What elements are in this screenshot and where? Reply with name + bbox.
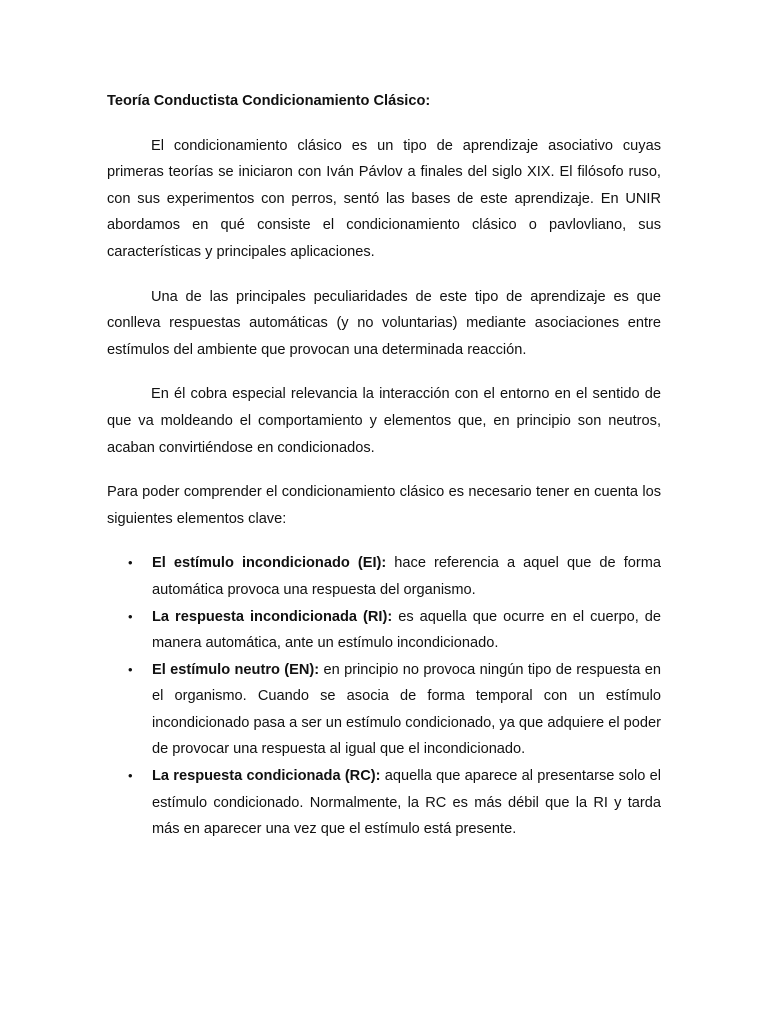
list-item [107,550,661,603]
item-term: El estímulo neutro (EN): [152,661,320,678]
item-text: en principio no provoca ningún tipo de respuesta en el organismo. Cuando se asocia de forma temporal con un estímulo incondicionado pasa a ser un estímulo condicionado, ya que adquiere el poder de provocar una respuesta al igual que el incondicionado. [152,661,661,758]
bullet-icon: • [128,661,133,677]
paragraph-2: Una de las principales peculiaridades de este tipo de aprendizaje es que conlleva respuestas automáticas (y no voluntarias) mediante asociaciones entre estímulos del ambiente que provocan una determinada reacción. [107,288,661,358]
item-term: La respuesta incondicionada (RI): [152,608,393,625]
bullet-icon: • [128,608,133,624]
bullet-icon: • [128,768,133,784]
item-text: es aquella que ocurre en el cuerpo, de manera automática, ante un estímulo incondicionado. [152,608,661,652]
key-elements-list [107,550,661,843]
paragraph-1: El condicionamiento clásico es un tipo de aprendizaje asociativo cuyas primeras teorías se iniciaron con Iván Pávlov a finales del siglo XIX. El filósofo ruso, con sus experimentos con perros, sentó las bases de este aprendizaje. En UNIR abordamos en qué consiste el condicionamiento clásico o pavlovliano, sus características y principales aplicaciones. [107,137,661,260]
item-term: El estímulo incondicionado (EI): [152,555,387,572]
item-term: La respuesta condicionada (RC): [152,768,381,785]
document-title: Teoría Conductista Condicionamiento Clásico: [107,93,431,109]
intro-paragraph: Para poder comprender el condicionamiento clásico es necesario tener en cuenta los siguientes elementos clave: [107,484,661,527]
bullet-icon: • [128,555,133,571]
document-page [107,88,661,843]
list-item [107,763,661,843]
list-item [107,657,661,763]
list-item [107,604,661,657]
paragraph-3: En él cobra especial relevancia la interacción con el entorno en el sentido de que va moldeando el comportamiento y elementos que, en principio son neutros, acaban convirtiéndose en condicionados. [107,386,661,456]
item-text: hace referencia a aquel que de forma automática provoca una respuesta del organismo. [152,555,661,598]
item-text: aquella que aparece al presentarse solo el estímulo condicionado. Normalmente, la RC es más débil que la RI y tarda más en aparecer una vez que el estímulo está presente. [152,768,661,838]
